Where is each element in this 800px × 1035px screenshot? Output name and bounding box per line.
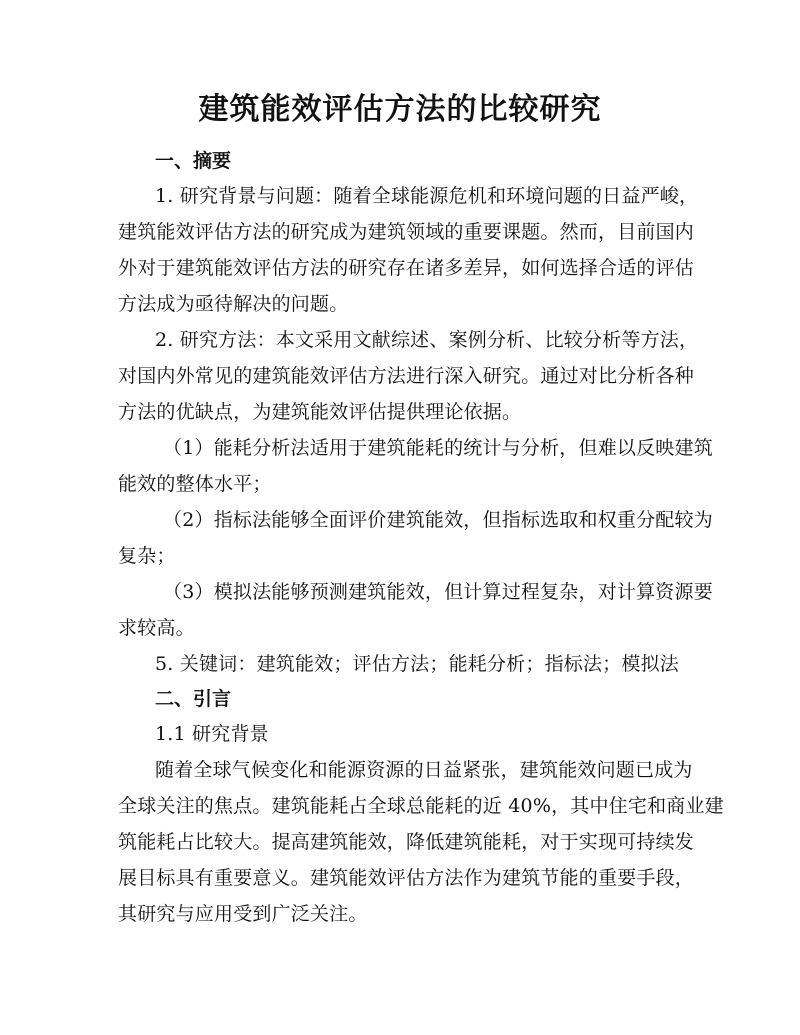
- paragraph-line: 求较高。: [118, 617, 195, 639]
- section-heading-abstract: 一、摘要: [155, 150, 232, 172]
- subsection-heading: 1.1 研究背景: [155, 723, 269, 745]
- paragraph-line: 2. 研究方法：本文采用文献综述、案例分析、比较分析等方法，: [155, 329, 699, 351]
- paragraph-line: （3）模拟法能够预测建筑能效，但计算过程复杂，对计算资源要: [163, 581, 713, 603]
- paragraph-line: 方法的优缺点，为建筑能效评估提供理论依据。: [118, 401, 522, 423]
- paragraph-line: 能效的整体水平；: [118, 473, 272, 495]
- keywords-line: 5. 关键词：建筑能效；评估方法；能耗分析；指标法；模拟法: [155, 653, 679, 675]
- paragraph-line: 对国内外常见的建筑能效评估方法进行深入研究。通过对比分析各种: [118, 365, 695, 387]
- paragraph-line: 筑能耗占比较大。提高建筑能效，降低建筑能耗，对于实现可持续发: [118, 831, 695, 853]
- paragraph-line: 全球关注的焦点。建筑能耗占全球总能耗的近 40%，其中住宅和商业建: [118, 795, 724, 817]
- paragraph-line: 建筑能效评估方法的研究成为建筑领域的重要课题。然而，目前国内: [118, 221, 695, 243]
- paragraph-line: 复杂；: [118, 545, 176, 567]
- section-heading-introduction: 二、引言: [155, 688, 232, 710]
- paragraph-line: 随着全球气候变化和能源资源的日益紧张，建筑能效问题已成为: [155, 759, 693, 781]
- paragraph-line: 1. 研究背景与问题：随着全球能源危机和环境问题的日益严峻，: [155, 185, 699, 207]
- paragraph-line: （1）能耗分析法适用于建筑能耗的统计与分析，但难以反映建筑: [163, 437, 713, 459]
- paragraph-line: 展目标具有重要意义。建筑能效评估方法作为建筑节能的重要手段，: [118, 867, 695, 889]
- paragraph-line: （2）指标法能够全面评价建筑能效，但指标选取和权重分配较为: [163, 509, 713, 531]
- paragraph-line: 其研究与应用受到广泛关注。: [118, 903, 368, 925]
- paragraph-line: 外对于建筑能效评估方法的研究存在诸多差异，如何选择合适的评估: [118, 257, 695, 279]
- paragraph-line: 方法成为亟待解决的问题。: [118, 293, 349, 315]
- document-title: 建筑能效评估方法的比较研究: [198, 92, 602, 127]
